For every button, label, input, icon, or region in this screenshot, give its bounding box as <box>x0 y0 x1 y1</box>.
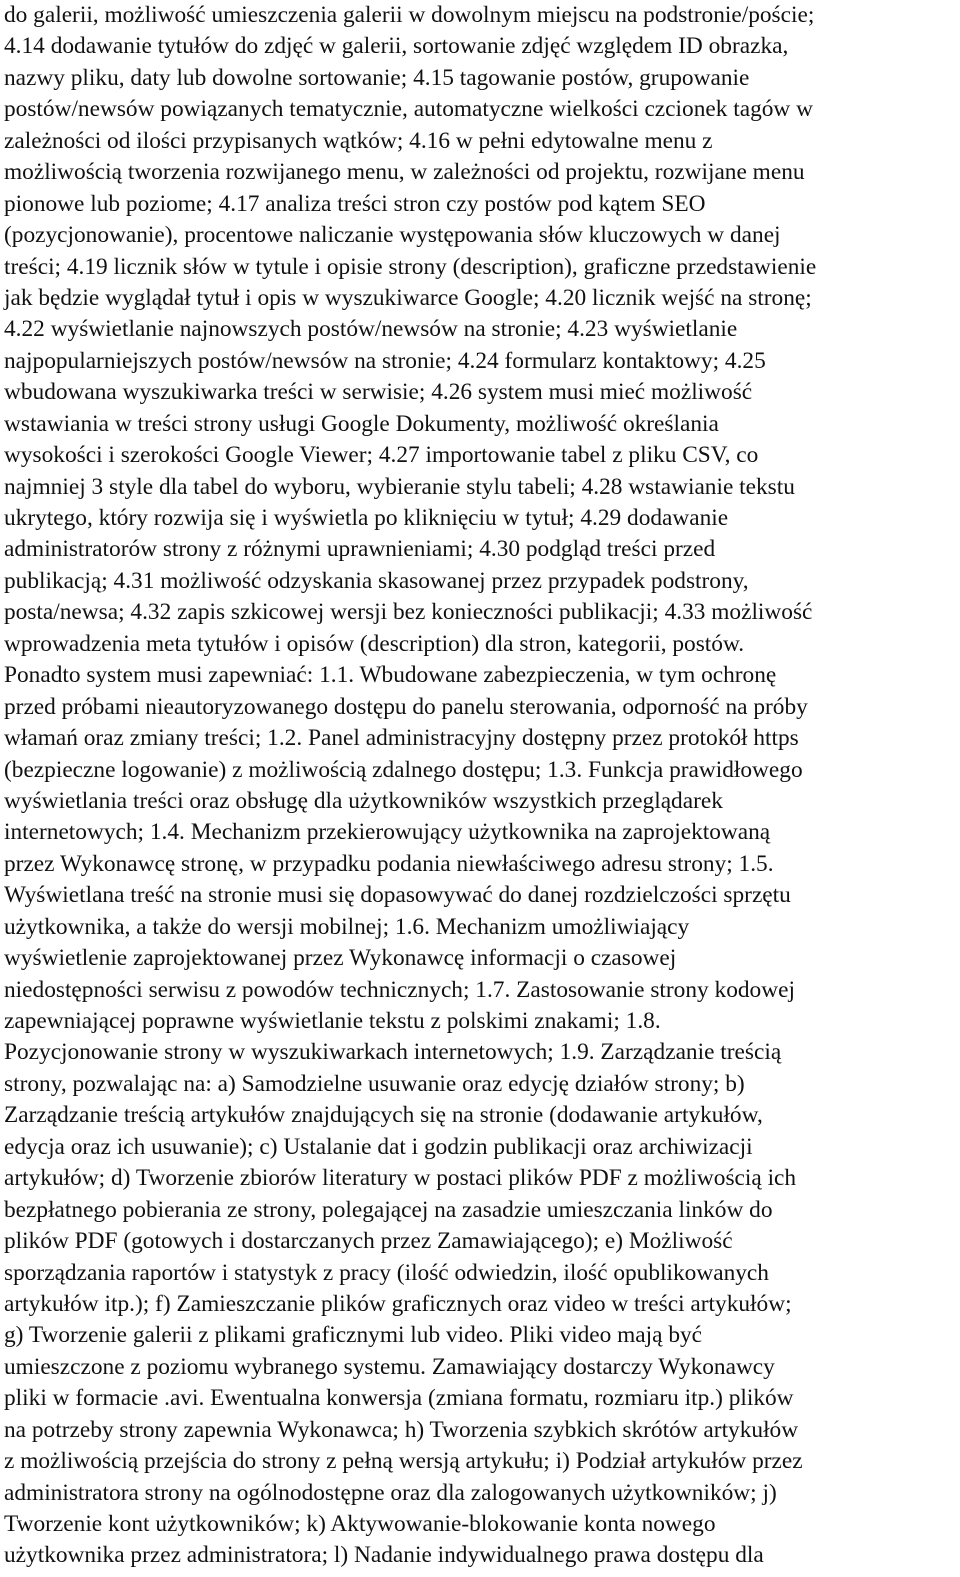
text-line: Wyświetlana treść na stronie musi się dopasowywać do danej rozdzielczości sprzętu <box>4 882 791 909</box>
text-line: wyświetlania treści oraz obsługę dla użytkowników wszystkich przeglądarek <box>4 787 723 814</box>
text-line: z możliwością przejścia do strony z pełną wersją artykułu; i) Podział artykułów przez <box>4 1448 803 1475</box>
text-line: na potrzeby strony zapewnia Wykonawca; h) Tworzenia szybkich skrótów artykułów <box>4 1416 799 1443</box>
text-line: wysokości i szerokości Google Viewer; 4.27 importowanie tabel z pliku CSV, co <box>4 442 759 469</box>
text-line: wbudowana wyszukiwarka treści w serwisie; 4.26 system musi mieć możliwość <box>4 379 753 406</box>
text-line: administratora strony na ogólnodostępne oraz dla zalogowanych użytkowników; j) <box>4 1479 777 1506</box>
text-line: bezpłatnego pobierania ze strony, polegającej na zasadzie umieszczania linków do <box>4 1196 773 1223</box>
text-line: artykułów; d) Tworzenie zbiorów literatury w postaci plików PDF z możliwością ich <box>4 1165 797 1192</box>
text-line: Pozycjonowanie strony w wyszukiwarkach internetowych; 1.9. Zarządzanie treścią <box>4 1039 782 1066</box>
text-line: pliki w formacie .avi. Ewentualna konwersja (zmiana formatu, rozmiaru itp.) plików <box>4 1385 794 1412</box>
document-body-text <box>4 0 960 1572</box>
text-line: niedostępności serwisu z powodów technicznych; 1.7. Zastosowanie strony kodowej <box>4 976 795 1003</box>
text-line: użytkownika, a także do wersji mobilnej; 1.6. Mechanizm umożliwiający <box>4 913 690 940</box>
text-line: możliwością tworzenia rozwijanego menu, w zależności od projektu, rozwijane menu <box>4 159 805 186</box>
text-line: włamań oraz zmiany treści; 1.2. Panel administracyjny dostępny przez protokół https <box>4 725 799 752</box>
text-line: (pozycjonowanie), procentowe naliczanie występowania słów kluczowych w danej <box>4 222 781 249</box>
text-line: 4.22 wyświetlanie najnowszych postów/newsów na stronie; 4.23 wyświetlanie <box>4 316 738 343</box>
text-line: pionowe lub poziome; 4.17 analiza treści stron czy postów pod kątem SEO <box>4 190 706 217</box>
text-line: ukrytego, który rozwija się i wyświetla po kliknięciu w tytuł; 4.29 dodawanie <box>4 505 729 531</box>
text-line: Tworzenie kont użytkowników; k) Aktywowanie-blokowanie konta nowego <box>4 1511 716 1537</box>
text-line: użytkownika przez administratora; l) Nadanie indywidualnego prawa dostępu dla <box>4 1542 764 1569</box>
text-line: sporządzania raportów i statystyk z pracy (ilość odwiedzin, ilość opublikowanych <box>4 1259 769 1286</box>
text-line: umieszczone z poziomu wybranego systemu. Zamawiający dostarczy Wykonawcy <box>4 1353 775 1380</box>
text-line: publikacją; 4.31 możliwość odzyskania skasowanej przez przypadek podstrony, <box>4 567 749 594</box>
text-line: edycja oraz ich usuwanie); c) Ustalanie dat i godzin publikacji oraz archiwizacji <box>4 1133 753 1160</box>
text-line: zapewniającej poprawne wyświetlanie tekstu z polskimi znakami; 1.8. <box>4 1008 661 1034</box>
text-line: przed próbami nieautoryzowanego dostępu do panelu sterowania, odporność na próby <box>4 693 808 720</box>
text-line: plików PDF (gotowych i dostarczanych przez Zamawiającego); e) Możliwość <box>4 1228 733 1255</box>
text-line: nazwy pliku, daty lub dowolne sortowanie; 4.15 tagowanie postów, grupowanie <box>4 64 750 91</box>
text-line: wstawiania w treści strony usługi Google Dokumenty, możliwość określania <box>4 410 719 437</box>
text-line: strony, pozwalając na: a) Samodzielne usuwanie oraz edycję działów strony; b) <box>4 1070 745 1097</box>
text-line: przez Wykonawcę stronę, w przypadku podania niewłaściwego adresu strony; 1.5. <box>4 850 774 877</box>
text-line: Zarządzanie treścią artykułów znajdujących się na stronie (dodawanie artykułów, <box>4 1102 763 1129</box>
text-line: 4.14 dodawanie tytułów do zdjęć w galerii, sortowanie zdjęć względem ID obrazka, <box>4 33 789 60</box>
text-line: internetowych; 1.4. Mechanizm przekierowujący użytkownika na zaprojektowaną <box>4 819 771 846</box>
text-line: (bezpieczne logowanie) z możliwością zdalnego dostępu; 1.3. Funkcja prawidłowego <box>4 756 803 783</box>
text-line: jak będzie wyglądał tytuł i opis w wyszukiwarce Google; 4.20 licznik wejść na stronę; <box>4 284 812 311</box>
text-line: Ponadto system musi zapewniać: 1.1. Wbudowane zabezpieczenia, w tym ochronę <box>4 662 777 689</box>
text-line: najpopularniejszych postów/newsów na stronie; 4.24 formularz kontaktowy; 4.25 <box>4 347 766 374</box>
text-line: do galerii, możliwość umieszczenia galerii w dowolnym miejscu na podstronie/poście; <box>4 2 815 28</box>
text-line: administratorów strony z różnymi uprawnieniami; 4.30 podgląd treści przed <box>4 536 716 563</box>
text-line: g) Tworzenie galerii z plikami graficznymi lub video. Pliki video mają być <box>4 1322 703 1349</box>
text-line: posta/newsa; 4.32 zapis szkicowej wersji bez konieczności publikacji; 4.33 możliwość <box>4 599 813 626</box>
text-line: wprowadzenia meta tytułów i opisów (description) dla stron, kategorii, postów. <box>4 630 745 657</box>
text-line: najmniej 3 style dla tabel do wyboru, wybieranie stylu tabeli; 4.28 wstawianie tekstu <box>4 473 795 500</box>
text-line: postów/newsów powiązanych tematycznie, automatyczne wielkości czcionek tagów w <box>4 96 813 123</box>
text-line: treści; 4.19 licznik słów w tytule i opisie strony (description), graficzne przedstawienie <box>4 253 817 280</box>
text-line: wyświetlenie zaprojektowanej przez Wykonawcę informacji o czasowej <box>4 945 677 972</box>
text-line: zależności od ilości przypisanych wątków; 4.16 w pełni edytowalne menu z <box>4 127 713 154</box>
text-line: artykułów itp.); f) Zamieszczanie plików graficznych oraz video w treści artykułów; <box>4 1290 792 1317</box>
